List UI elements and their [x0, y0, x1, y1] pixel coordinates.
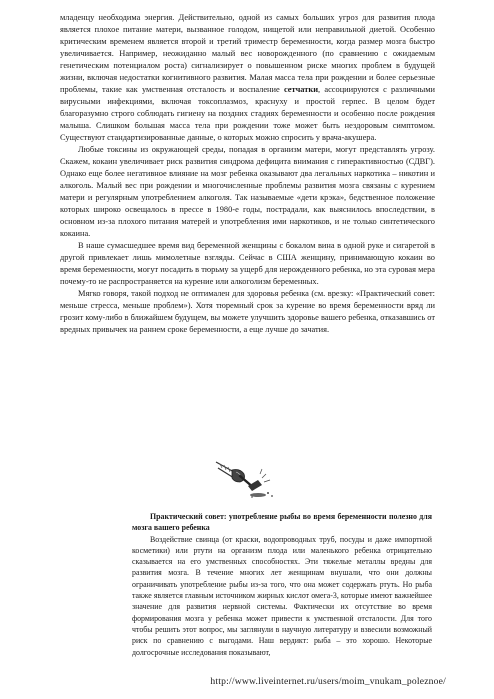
paragraph: Любые токсины из окружающей среды, попадая в организм матери, могут представлять угрозу. Скажем, кокаин увеличивает риск развития синдрома дефицита внимания с гиперактивностью (СДВГ). Однако еще более негативное влияние на мозг ребенка оказывают два легальных наркотика – никотин и алкоголь. Малый вес при рождении и многочисленные проблемы развития мозга связаны с курением матери и регулярным употреблением алкоголя. Так называемые «дети крэка», бедственное положение которых широко освещалось в прессе в 1980-е годы, пострадали, как выяснилось впоследствии, в основном из-за плохого питания матерей и употребления ими наркотиков, и не только синтетического кокаина.: [60, 145, 435, 238]
hammer-icon: [214, 458, 282, 500]
paragraph: В наше сумасшедшее время вид беременной женщины с бокалом вина в одной руке и сигаретой в другой привлекает лишь мимолетные взгляды. Сейчас в США женщину, принимающую кокаин во время беременности, могут посадить в тюрьму за ущерб для нерожденного ребенка, но эта суровая мера почему-то не распространяется на курение или алкоголизм беременных.: [60, 241, 435, 286]
footer-url: http://www.liveinternet.ru/users/moim_vnukam_poleznoe/: [210, 676, 446, 687]
bold-term: сетчатки: [283, 85, 319, 94]
tip-title: Практический совет: употребление рыбы во время беременности полезно для мозга вашего ребенка: [132, 512, 432, 533]
paragraph: Мягко говоря, такой подход не оптимален для здоровья ребенка (см. врезку: «Практический совет: меньше стресса, меньше проблем»). Хотя тюремный срок за курение во время беременности вряд ли грозит кому-либо в ближайшем будущем, вы можете улучшить здоровье вашего ребенка, отказавшись от вредных привычек на раннем сроке беременности, а еще лучше до зачатия.: [60, 289, 435, 334]
hand-hammer-illustration: [214, 458, 282, 500]
paragraph: младенцу необходима энергия. Действительно, одной из самых больших угроз для развития плода является плохое питание матери, вызванное голодом, нищетой или неправильной диетой. Особенно критическим временем является второй и третий триместр беременности, когда размер мозга быстро увеличивается. Например, неожиданно малый вес новорожденного (по сравнению с ожидаемым генетическим потенциалом роста) сигнализирует о повышенном риске многих проблем в будущей жизни, включая недостатки когнитивного развития. Малая масса тела при рождении и более серьезные проблемы, такие как умственная отсталость и воспаление сетчатки, ассоциируются с различными вирусными инфекциями, включая токсоплазмоз, краснуху и простой герпес. В целом будет благоразумно строго соблюдать гигиену на поздних стадиях беременности и особенно после рождения малыша. Слишком большая масса тела при рождении тоже может быть нездоровым симптомом. Существуют стандартизированные данные, о которых можно спросить у врача-акушера.: [60, 13, 435, 142]
practical-tip-box: [132, 511, 432, 658]
main-text: [60, 12, 435, 336]
tip-text: Воздействие свинца (от краски, водопроводных труб, посуды и даже импортной косметики) или ртути на организм плода или маленького ребенка отрицательно сказывается на его умственных способностях. Эти тяжелые металлы вредны для развития мозга. В течение многих лет женщинам внушали, что они должны ограничивать употребление рыбы из-за того, что она может содержать ртуть. Но рыба также является главным источником жирных кислот омега-3, которые имеют важнейшее значение для развития нервной системы. Фактически их отсутствие во время формирования мозга у ребенка может привести к умственной отсталости. Для того чтобы решить этот вопрос, мы заглянули в научную литературу и взвесили возможный риск по сравнению с выгодами. Наш вердикт: рыба – это хорошо. Некоторые долгосрочные исследования показывают,: [132, 534, 432, 657]
